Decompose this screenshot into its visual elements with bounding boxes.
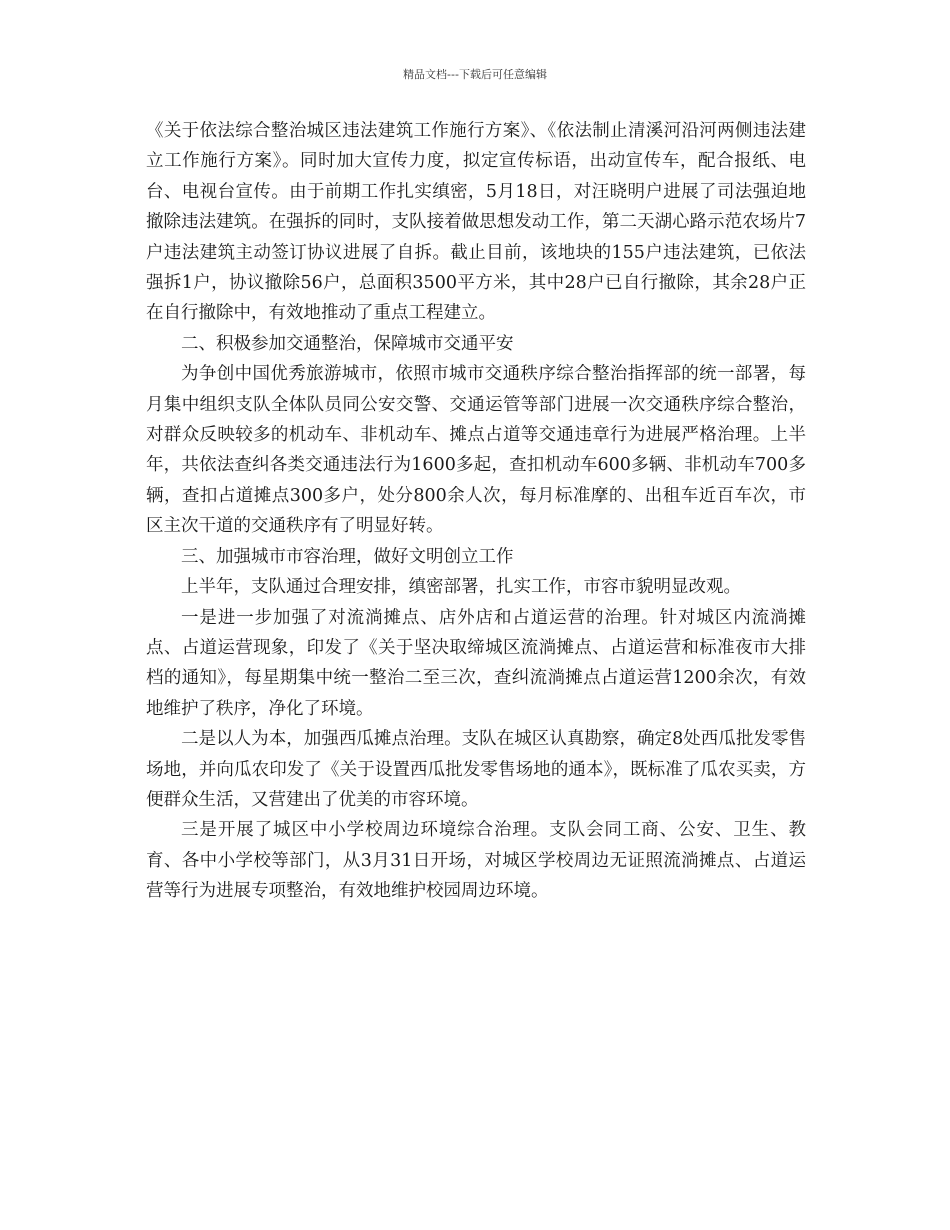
section-heading-traffic: 二、积极参加交通整治，保障城市交通平安 (181, 333, 514, 354)
paragraph-traffic: 为争创中国优秀旅游城市，依照市城市交通秩序综合整治指挥部的统一部署，每月集中组织支队全体队员同公安交警、交通运管等部门进展一次交通秩序综合整治，对群众反映较多的机动车、非机动车、摊点占道等交通违章行为进展严格治理。上半年，共依法查纠各类交通违法行为1600多起，查扣机动车600多辆、非机动车700多辆，查扣占道摊点300多户，处分800余人次，每月标准摩的、出租车近百车次，市区主次干道的交通秩序有了明显好转。 (146, 364, 806, 537)
page-header: 精品文档---下载后可任意编辑 (403, 68, 547, 81)
paragraph-school-surroundings: 三是开展了城区中小学校周边环境综合治理。支队会同工商、公安、卫生、教育、各中小学校等部门，从3月31日开场，对城区学校周边无证照流淌摊点、占道运营等行为进展专项整治，有效地维护校园周边环境。 (146, 820, 806, 902)
section-heading-city-appearance: 三、加强城市市容治理，做好文明创立工作 (181, 546, 514, 567)
paragraph-watermelon-stalls: 二是以人为本，加强西瓜摊点治理。支队在城区认真勘察，确定8处西瓜批发零售场地，并向瓜农印发了《关于设置西瓜批发零售场地的通本》，既标准了瓜农买卖，方便群众生活，又营建出了优美的市容环境。 (146, 729, 806, 810)
document-body (146, 116, 806, 907)
paragraph-city-appearance-intro: 上半年，支队通过合理安排，缜密部署，扎实工作，市容市貌明显改观。 (181, 577, 741, 598)
paragraph-mobile-stalls: 一是进一步加强了对流淌摊点、店外店和占道运营的治理。针对城区内流淌摊点、占道运营现象，印发了《关于坚决取缔城区流淌摊点、占道运营和标准夜市大排档的通知》，每星期集中统一整治二至三次，查纠流淌摊点占道运营1200余次，有效地维护了秩序，净化了环境。 (146, 607, 806, 719)
paragraph-demolition-continued: 《关于依法综合整治城区违法建筑工作施行方案》、《依法制止清溪河沿河两侧违法建立工作施行方案》。同时加大宣传力度，拟定宣传标语，出动宣传车，配合报纸、电台、电视台宣传。由于前期工作扎实缜密，5月18日，对汪晓明户进展了司法强迫地撤除违法建筑。在强拆的同时，支队接着做思想发动工作，第二天湖心路示范农场片7户违法建筑主动签订协议进展了自拆。截止目前，该地块的155户违法建筑，已依法强拆1户，协议撤除56户，总面积3500平方米，其中28户已自行撤除，其余28户正在自行撤除中，有效地推动了重点工程建立。 (146, 121, 806, 324)
